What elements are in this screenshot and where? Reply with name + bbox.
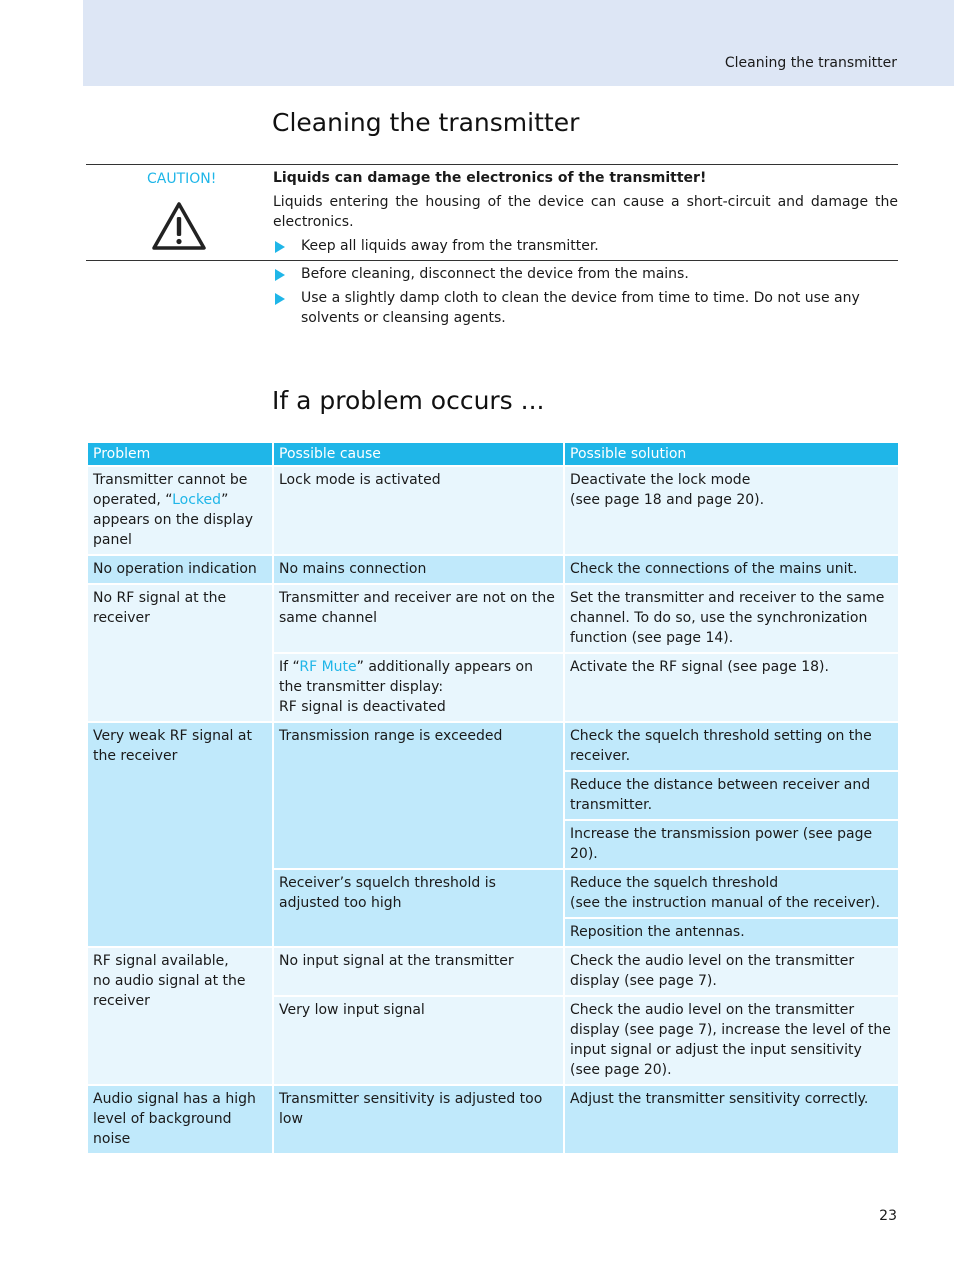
solution-cell: Check the connections of the mains unit. bbox=[564, 555, 899, 584]
cleaning-bullet-2: Use a slightly damp cloth to clean the device from time to time. Do not use any solvents or cleansing agents. bbox=[273, 288, 898, 328]
solution-cell: Reduce the squelch threshold (see the instruction manual of the receiver). bbox=[564, 869, 899, 918]
problem-cell: Very weak RF signal at the receiver bbox=[87, 722, 273, 947]
caution-bullet: Keep all liquids away from the transmitter. bbox=[273, 236, 898, 256]
cause-cell: Lock mode is activated bbox=[273, 466, 564, 555]
warning-triangle-icon bbox=[151, 201, 207, 255]
caution-text: Liquids entering the housing of the device can cause a short-circuit and damage the electronics. bbox=[273, 194, 898, 230]
column-header-solution: Possible solution bbox=[564, 442, 899, 466]
cause-cell: Very low input signal bbox=[273, 996, 564, 1085]
table-row bbox=[87, 584, 899, 653]
caution-bottom-rule bbox=[86, 260, 898, 261]
problem-cell: Transmitter cannot be operated, “Locked” appears on the display panel bbox=[87, 466, 273, 555]
solution-cell: Adjust the transmitter sensitivity correctly. bbox=[564, 1085, 899, 1154]
cause-cell: Receiver’s squelch threshold is adjusted too high bbox=[273, 869, 564, 947]
table-row bbox=[87, 947, 899, 996]
table-row bbox=[87, 555, 899, 584]
cause-cell: If “RF Mute” additionally appears on the transmitter display: RF signal is deactivated bbox=[273, 653, 564, 722]
bullet-arrow-icon bbox=[275, 293, 285, 305]
problem-cell: Audio signal has a high level of background noise bbox=[87, 1085, 273, 1154]
cause-cell: No mains connection bbox=[273, 555, 564, 584]
solution-cell: Check the squelch threshold setting on the receiver. bbox=[564, 722, 899, 771]
column-header-cause: Possible cause bbox=[273, 442, 564, 466]
running-title: Cleaning the transmitter bbox=[724, 55, 897, 71]
page-number: 23 bbox=[879, 1208, 897, 1224]
solution-cell: Increase the transmission power (see page 20). bbox=[564, 820, 899, 869]
bullet-arrow-icon bbox=[275, 241, 285, 253]
table-row bbox=[87, 1085, 899, 1154]
solution-cell: Reposition the antennas. bbox=[564, 918, 899, 947]
cleaning-bullet-1: Before cleaning, disconnect the device from the mains. bbox=[273, 264, 898, 284]
bullet-arrow-icon bbox=[275, 269, 285, 281]
cause-cell: Transmitter sensitivity is adjusted too low bbox=[273, 1085, 564, 1154]
table-row bbox=[87, 466, 899, 555]
cause-cell: Transmitter and receiver are not on the same channel bbox=[273, 584, 564, 653]
section-title-problem: If a problem occurs ... bbox=[272, 386, 545, 415]
caution-heading: Liquids can damage the electronics of the transmitter! bbox=[273, 170, 707, 186]
header-band bbox=[83, 0, 954, 86]
column-header-problem: Problem bbox=[87, 442, 273, 466]
locked-link[interactable]: Locked bbox=[172, 492, 222, 508]
solution-cell: Set the transmitter and receiver to the same channel. To do so, use the synchronization function (see page 14). bbox=[564, 584, 899, 653]
caution-label: CAUTION! bbox=[147, 171, 217, 187]
solution-cell: Deactivate the lock mode (see page 18 and page 20). bbox=[564, 466, 899, 555]
caution-top-rule bbox=[86, 164, 898, 165]
table-row bbox=[87, 722, 899, 771]
solution-cell: Check the audio level on the transmitter display (see page 7), increase the level of the input signal or adjust the input sensitivity (see page 20). bbox=[564, 996, 899, 1085]
problem-cell: No RF signal at the receiver bbox=[87, 584, 273, 722]
section-title-cleaning: Cleaning the transmitter bbox=[272, 108, 580, 137]
solution-cell: Check the audio level on the transmitter display (see page 7). bbox=[564, 947, 899, 996]
problem-cell: No operation indication bbox=[87, 555, 273, 584]
cause-cell: Transmission range is exceeded bbox=[273, 722, 564, 869]
solution-cell: Activate the RF signal (see page 18). bbox=[564, 653, 899, 722]
cause-cell: No input signal at the transmitter bbox=[273, 947, 564, 996]
problem-cell: RF signal available, no audio signal at the receiver bbox=[87, 947, 273, 1085]
troubleshooting-table bbox=[86, 441, 900, 1155]
table-header-row bbox=[87, 442, 899, 466]
solution-cell: Reduce the distance between receiver and transmitter. bbox=[564, 771, 899, 820]
rf-mute-link[interactable]: RF Mute bbox=[299, 659, 357, 675]
